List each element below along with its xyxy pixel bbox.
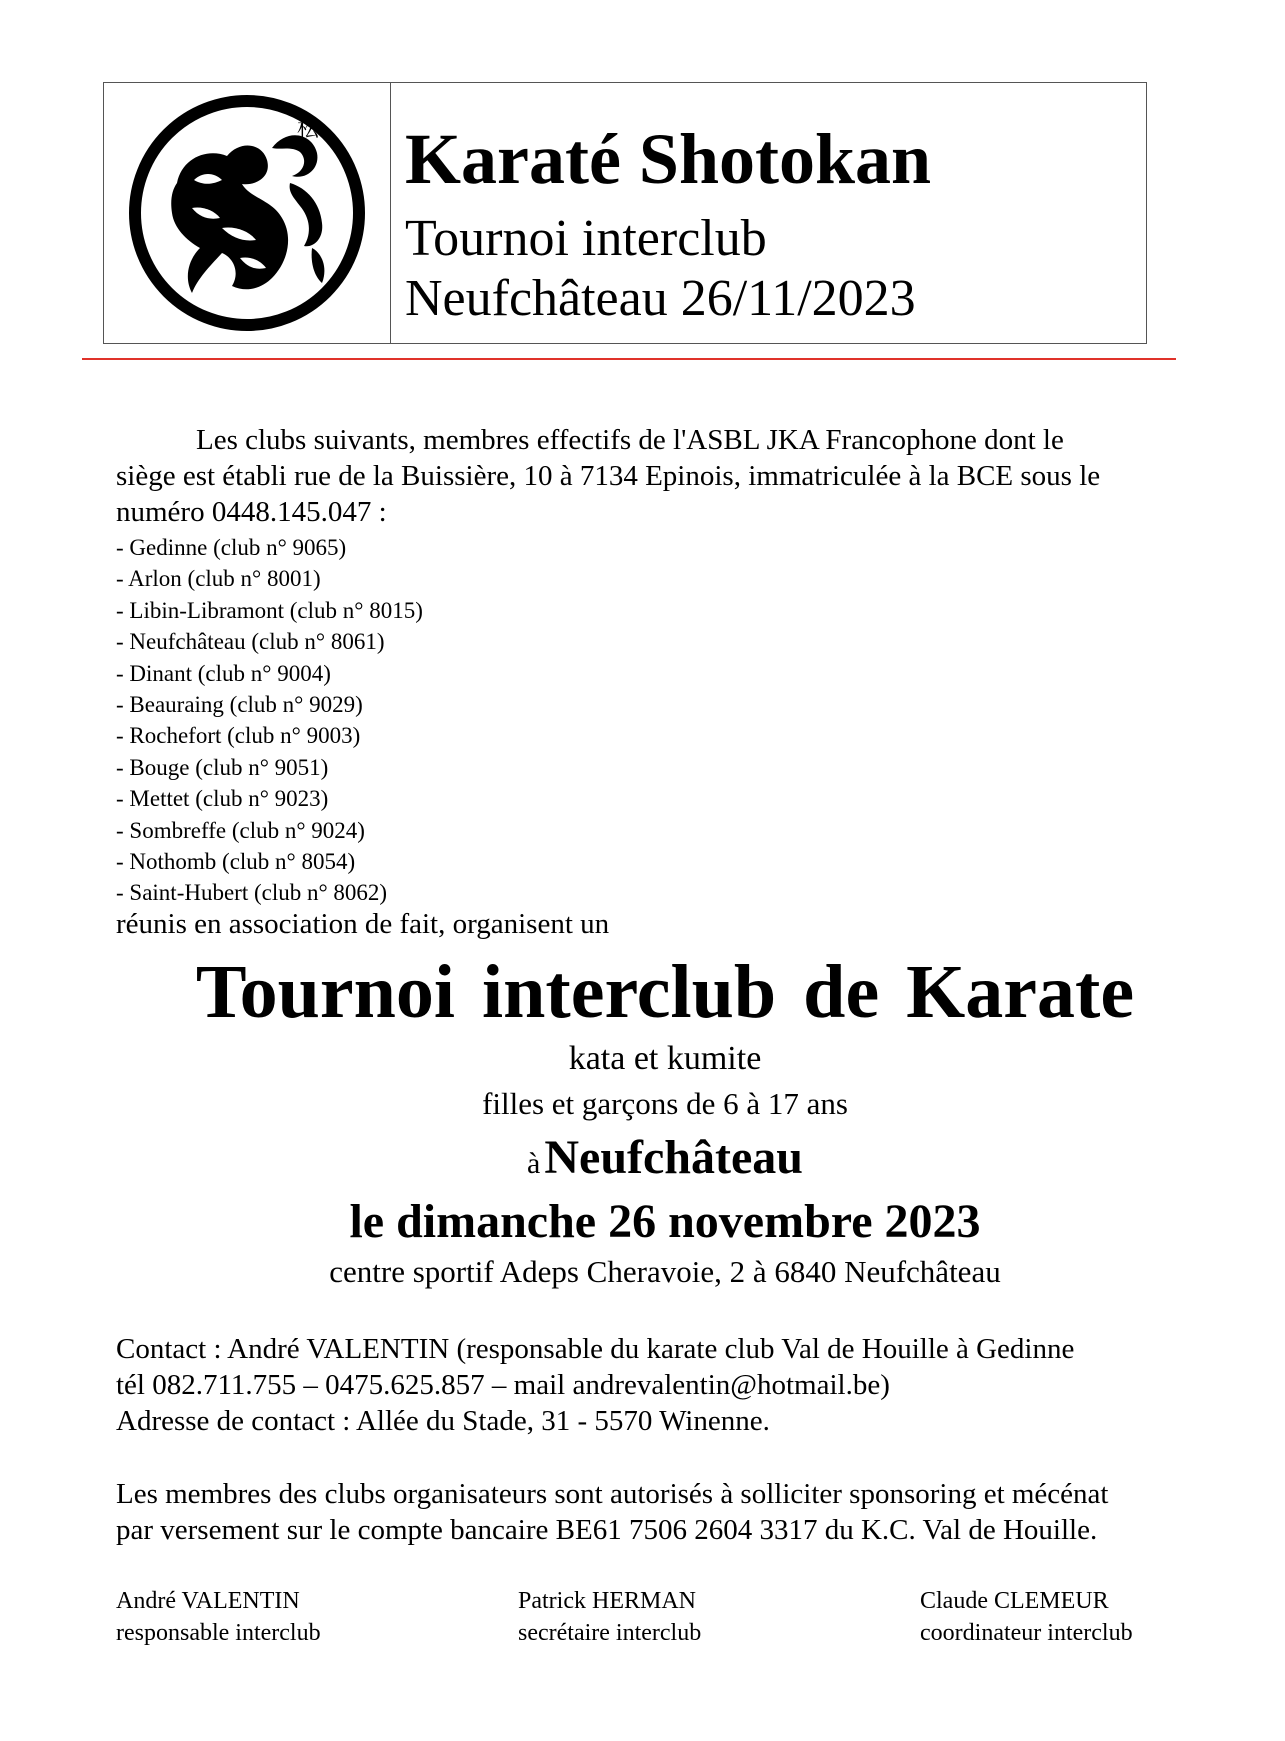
sponsor-line: par versement sur le compte bancaire BE61 7506 2604 3317 du K.C. Val de Houille. (116, 1514, 1098, 1546)
list-item: - Saint-Hubert (club n° 8062) (116, 880, 388, 906)
sponsor-line: Les membres des clubs organisateurs sont autorisés à solliciter sponsoring et mécénat (116, 1478, 1109, 1510)
event-at: à (527, 1147, 541, 1180)
contact-line: tél 082.711.755 – 0475.625.857 – mail andrevalentin@hotmail.be) (116, 1369, 890, 1401)
intro-line: siège est établi rue de la Buissière, 10 à 7134 Epinois, immatriculée à la BCE sous le (116, 460, 1101, 492)
signer (920, 1585, 1133, 1649)
intro-paragraph (116, 422, 1196, 530)
contact-block (116, 1331, 1074, 1439)
signer-role: secrétaire interclub (518, 1620, 702, 1646)
header-location-date: Neufchâteau 26/11/2023 (405, 270, 916, 328)
signer (518, 1585, 701, 1649)
event-audience: filles et garçons de 6 à 17 ans (482, 1086, 848, 1121)
signer (116, 1585, 321, 1649)
list-item: - Neufchâteau (club n° 8061) (116, 629, 385, 655)
svg-text:松: 松 (297, 117, 320, 142)
red-divider (82, 358, 1176, 360)
contact-line: Contact : André VALENTIN (responsable du karate club Val de Houille à Gedinne (116, 1333, 1075, 1365)
list-item: - Beauraing (club n° 9029) (116, 692, 363, 718)
list-item: - Dinant (club n° 9004) (116, 660, 331, 686)
sponsor-block (116, 1476, 1108, 1548)
intro-line: Les clubs suivants, membres effectifs de l'ASBL JKA Francophone dont le (196, 424, 1064, 456)
list-item: - Bouge (club n° 9051) (116, 754, 329, 780)
page-title: Karaté Shotokan (405, 119, 932, 199)
logo-cell (104, 83, 391, 343)
header-box (103, 82, 1147, 344)
header-title-cell (391, 83, 931, 343)
signer-name: Patrick HERMAN (518, 1588, 696, 1614)
list-item: - Nothomb (club n° 8054) (116, 849, 356, 875)
list-item: - Sombreffe (club n° 9024) (116, 817, 365, 843)
club-list (116, 532, 423, 909)
list-item: - Mettet (club n° 9023) (116, 786, 329, 812)
intro-line: numéro 0448.145.047 : (116, 496, 387, 528)
list-item: - Libin-Libramont (club n° 8015) (116, 597, 423, 623)
header-subtitle: Tournoi interclub (405, 210, 767, 267)
signer-name: Claude CLEMEUR (920, 1588, 1109, 1614)
signer-role: responsable interclub (116, 1620, 321, 1646)
reunis-text: réunis en association de fait, organisent un (116, 908, 610, 940)
contact-line: Adresse de contact : Allée du Stade, 31 - 5570 Winenne. (116, 1405, 770, 1437)
event-date: le dimanche 26 novembre 2023 (349, 1195, 981, 1248)
event-title: Tournoi interclub de Karate (195, 950, 1135, 1034)
shotokan-tiger-logo (122, 88, 372, 338)
signer-name: André VALENTIN (116, 1588, 300, 1614)
event-venue: centre sportif Adeps Cheravoie, 2 à 6840 Neufchâteau (329, 1254, 1001, 1289)
signer-role: coordinateur interclub (920, 1620, 1133, 1646)
list-item: - Arlon (club n° 8001) (116, 566, 321, 592)
event-location (0, 1130, 1285, 1185)
list-item: - Gedinne (club n° 9065) (116, 535, 347, 560)
list-item: - Rochefort (club n° 9003) (116, 723, 361, 749)
event-disciplines: kata et kumite (568, 1040, 762, 1077)
event-city: Neufchâteau (544, 1131, 803, 1184)
